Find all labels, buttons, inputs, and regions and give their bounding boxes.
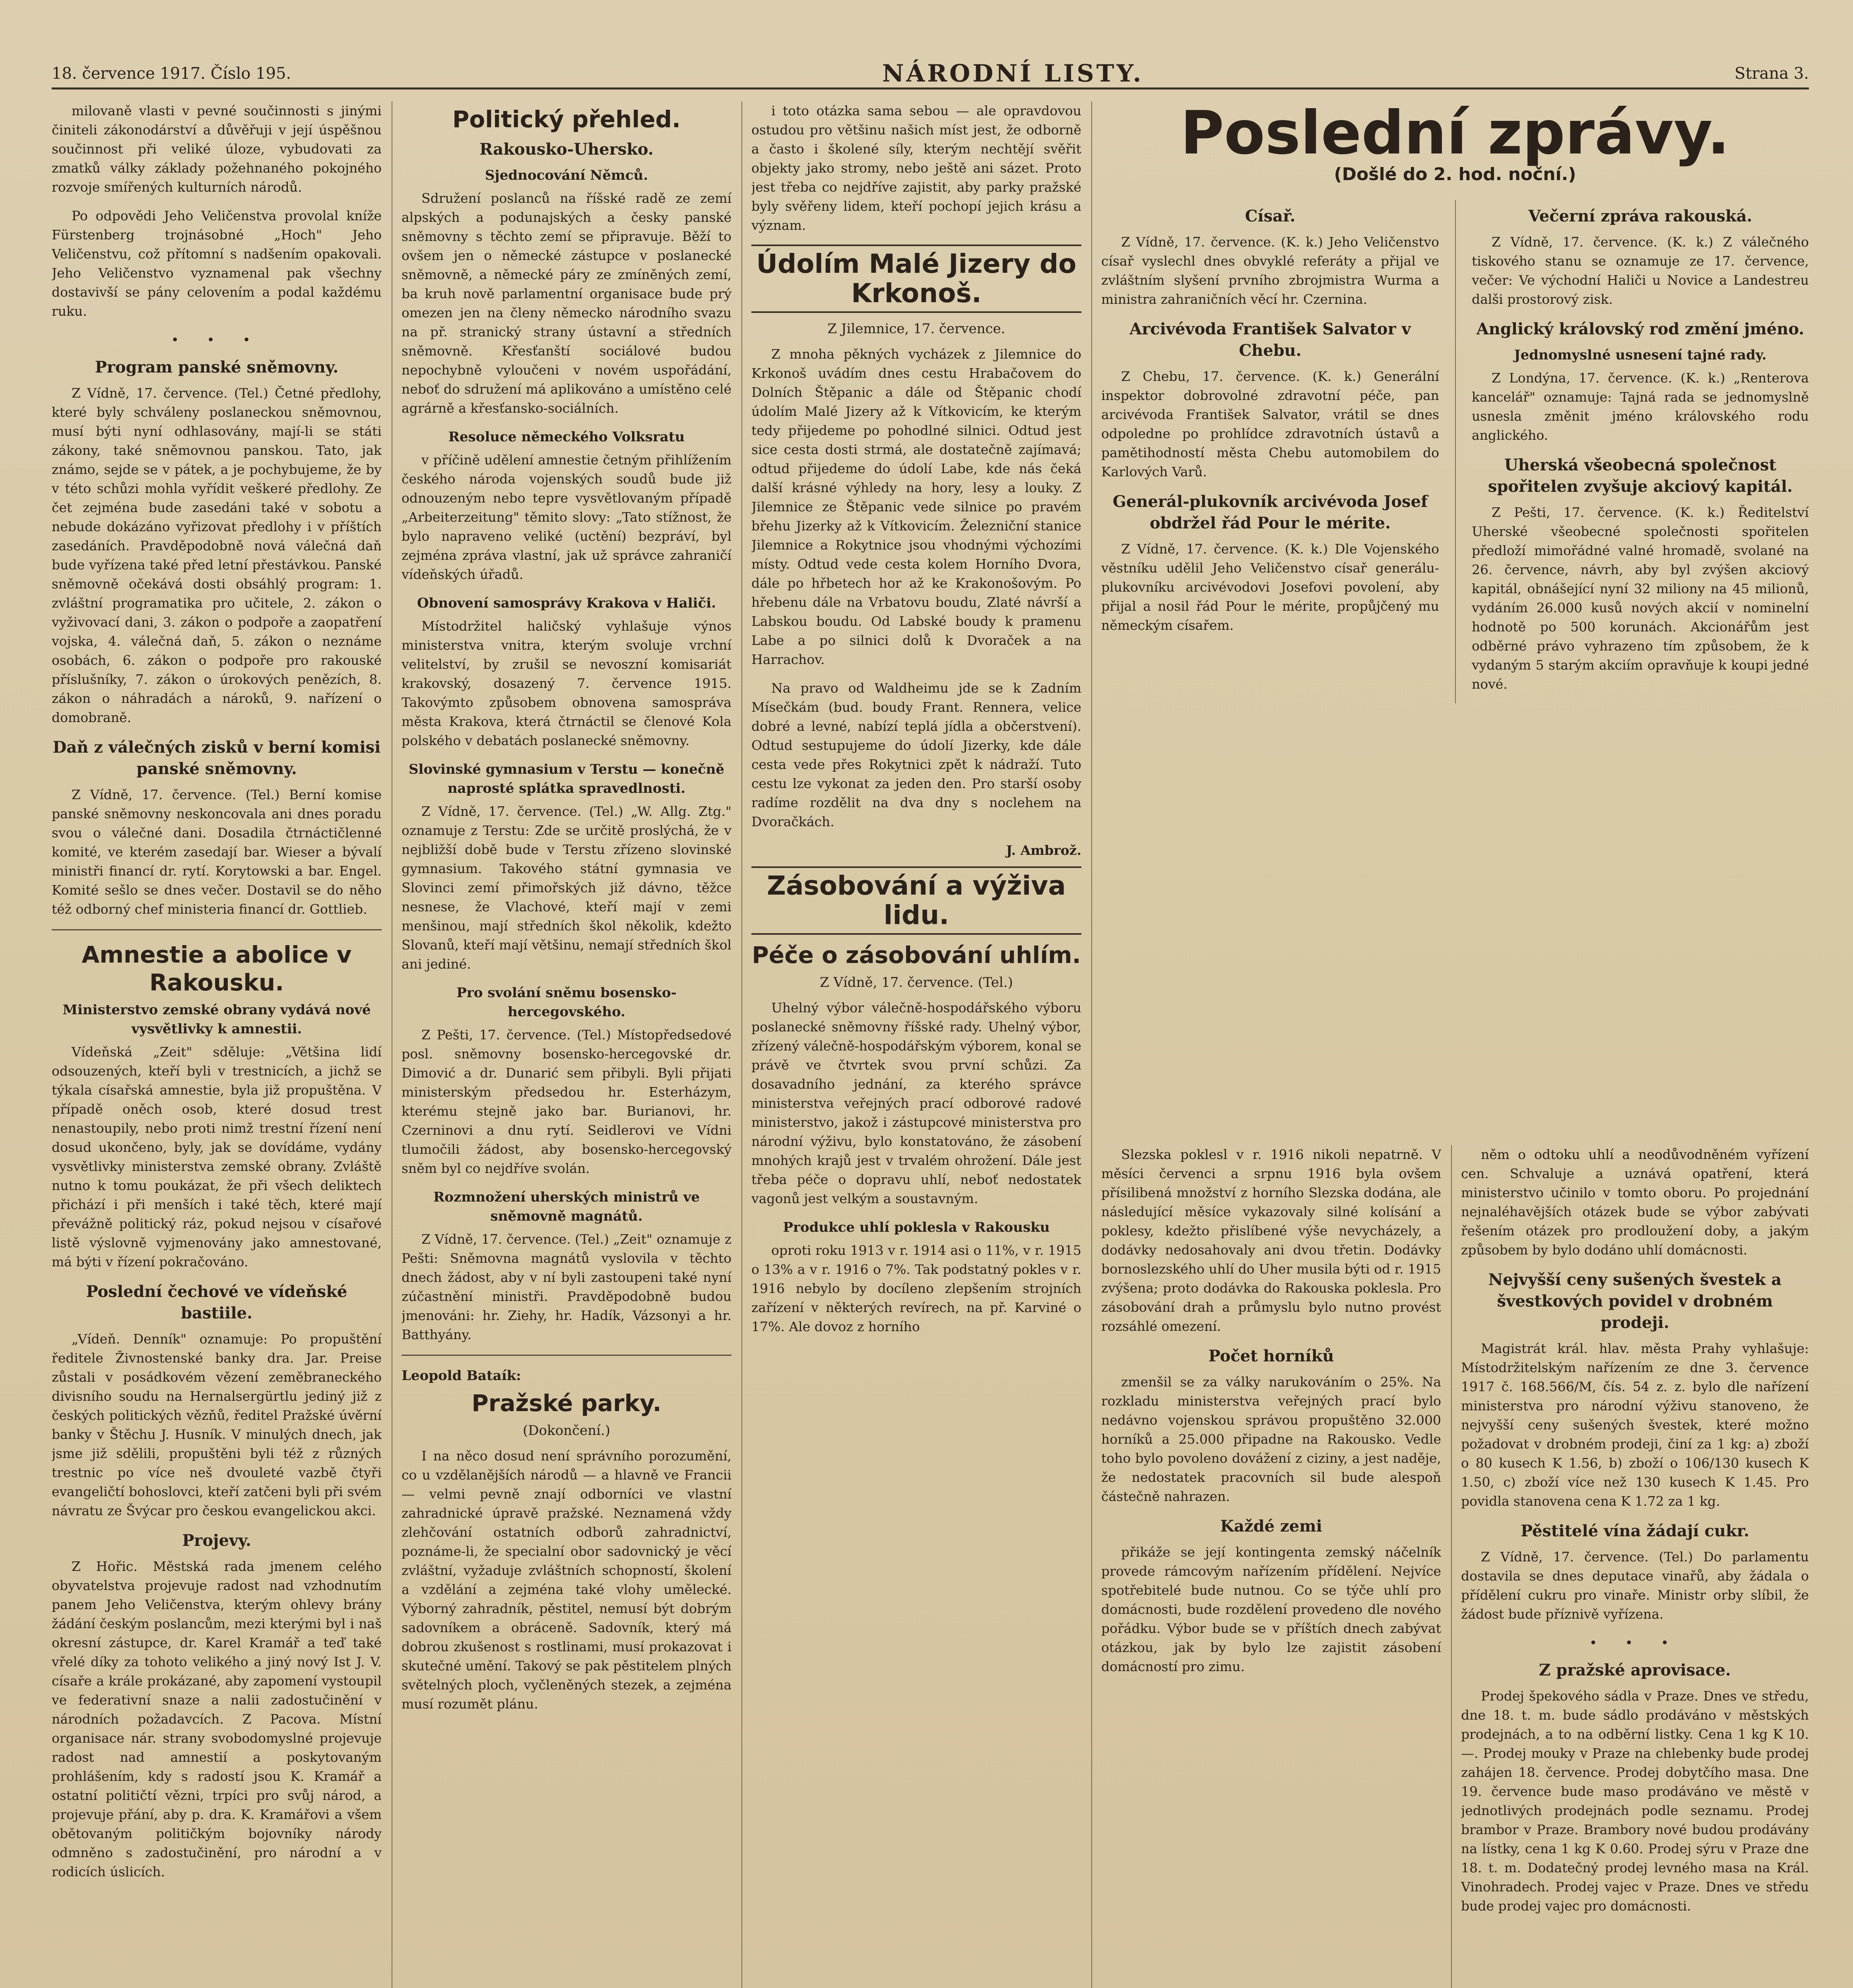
paragraph: Z mnoha pěkných vycházek z Jilemnice do Krkonoš uvádím dnes cestu Hrabačovem do Dolních Štěpanic a dále od Štěpanic chodí údolím Malé Jizery až k Vítkovicím, ke kterým tedy přijedeme po pohodlné silnici. Odtud jest sice cesta dosti strmá, ale dostatečně zajímavá; odtud přijedeme do údolí Labe, kde nás čeká další krásné výhledy na hory, lesy a louky. Z Jilemnice ze Štěpanic vede silnice po pravém břehu Jizerky až k Vítkovicím. Železniční stanice Jilemnice a Rokytnice jsou vhodnými výchozími místy. Odtud vede cesta kolem Horního Dvora, dále po hřbetech hor až ke Krakonošovým. Po hřebenu dále na Vrbatovu boudu, Zlaté návrší a Labskou boudu. Od Labské boudy k pramenu Labe a po silnici dolů k Dvoraček a na Harrachov. [751, 346, 1081, 667]
heading-rozmnozeni: Rozmnožení uherských ministrů ve sněmovně magnátů. [433, 1189, 700, 1224]
column-1 [52, 101, 382, 1988]
heading-peco: Péče o zásobování uhlím. [752, 942, 1081, 969]
paragraph: Z Pešti, 17. července. (Tel.) Místopředsedové posl. sněmovny bosensko-hercegovské dr. Dimović a dr. Dunarić sem přibyli. Byli přijati ministerským předsedou hr. Esterházym, kterému stejně jako bar. Burianovi, hr. Czerninovi a dnu rytí. Seidlerovi ve Vídni tlumočili žádost, aby bosensko-hercegovský sněm byl co nejdříve svolán. [402, 1027, 731, 1176]
heading-sjednocovani: Sjednocování Němců. [485, 167, 648, 183]
paragraph: Z Chebu, 17. července. (K. k.) Generální inspektor dobrovolné zdravotní péče, pan arcivévoda František Salvator, vrátil se dnes odpoledne po prohlídce zdravotních ústavů a pamětihodností města Chebu automobilem do Karlových Varů. [1101, 369, 1439, 480]
column-4-top [1101, 101, 1809, 1119]
heading-prazske: Z pražské aprovisace. [1539, 1661, 1731, 1679]
heading-svolani: Pro svolání sněmu bosensko-hercegovského. [456, 985, 677, 1020]
paragraph: Z Vídně, 17. července. (Tel.) Berní komise panské sněmovny neskoncovala ani dnes poradu svou o válečné dani. Dosadila čtrnáctičlenné komité, ve kterém zasedají bar. Wieser a bývalí ministři financí dr. rytí. Korytowski a bar. Engel. Komité sešlo se dnes večer. Dostavil se do něho též odborný chef ministeria financí dr. Gottlieb. [52, 787, 382, 917]
paragraph: Z Vídně, 17. července. (K. k.) Dle Vojenského věstníku udělil Jeho Veličenstvo císař generálu-plukovníku arcivévodovi Josefovi povolení, aby přijal a nosil řád Pour le mérite, propůjčený mu německým císařem. [1101, 541, 1439, 633]
paragraph: Prodej špekového sádla v Praze. Dnes ve středu, dne 18. t. m. bude sádlo prodáváno v městských prodejnách, a to na odběrní listky. Cena 1 kg K 10.—. Prodej mouky v Praze na chlebenky bude prodej zahájen 18. července. Prodej dobytčího masa. Dne 19. července bude maso prodáváno ve městě v jednotlivých prodejnách podle seznamu. Prodej brambor v Praze. Brambory nové budou prodávány na lístky, cena 1 kg K 0.60. Prodej sýru v Praze dne 18. t. m. Dodatečný prodej levného masa na Král. Vinohradech. Prodej vajec v Praze. Dnes ve středu bude prodej vajec pro domácnosti. [1461, 1688, 1809, 1914]
paragraph: Magistrát král. hlav. města Prahy vyhlašuje: Místodržitelským nařízením ze dne 3. července 1917 č. 168.566/M, čís. 54 z. z. bylo dle nařízení ministerstva pro národní výživu stanoveno, že nejvyšší ceny sušených švestek, které možno požadovat v drobném prodeji, činí za 1 kg: a) zboží o 80 kusech K 1.56, b) zboží o 106/130 kusech K 1.50, c) zboží více než 130 kusech K 1.45. Pro povidla stanovena cena K 1.72 za 1 kg. [1461, 1341, 1809, 1509]
paragraph: Z Vídně, 17. července. (Tel.) „Zeit" oznamuje z Pešti: Sněmovna magnátů vyslovila v těchto dnech žádost, aby v ní byli zastoupeni také nyní zúčastnění ministři. Pravděpodobně budou jmenováni: hr. Ziehy, hr. Hadík, Vázsonyi a hr. Batthyány. [402, 1231, 731, 1342]
heading-amnestie: Amnestie a abolice v Rakousku. [81, 941, 352, 996]
subheading-udolim: Z Jilemnice, 17. července. [827, 321, 1005, 337]
paragraph: Z Vídně, 17. července. (Tel.) „W. Allg. Ztg." oznamuje z Terstu: Zde se určitě proslýchá, že v nejbližší době bude v Terstu zřízeno slovinské gymnasium. Takového státní gymnasia ve Slovinci zemí přimořských již dávno, těžce nesnese, že Vlachové, kteří mají v zemi menšinou, mají středních škol několik, kdežto Slovanů, kteří mají většinu, nemají středních škol ani jediné. [402, 804, 731, 972]
paragraph: Po odpovědi Jeho Veličenstva provolal kníže Fürstenberg trojnásobné „Hoch" Jeho Veličenstvu, což přítomní s nadšením opakovali. Jeho Veličenstvo vyznamenal pak všechny dostavivší se pány celovením a podal každému ruku. [52, 208, 382, 319]
paragraph: Z Vídně, 17. července. (Tel.) Do parlamentu dostavila se dnes deputace vinařů, aby žádala o přídělení cukru pro vinaře. Ministr orby slíbil, že žádost bude příznivě vyřízena. [1461, 1549, 1809, 1622]
latest-news-right [1472, 200, 1809, 703]
heading-generalplukovnik: Generál-plukovník arcivévoda Josef obdržel řád Pour le mérite. [1112, 492, 1428, 532]
heading-slovinske: Slovinské gymnasium v Terstu — konečně naprosté splátka spravedlnosti. [409, 761, 724, 796]
issue-date: 18. července 1917. Číslo 195. [52, 64, 291, 83]
subheading-parky: (Dokončení.) [523, 1423, 610, 1439]
heading-pocet: Počet horníků [1208, 1347, 1334, 1365]
heading-rakousko: Rakousko-Uhersko. [479, 140, 654, 159]
paragraph: Z Vídně, 17. července. (K. k.) Z válečného tiskového stanu se oznamuje ze 17. července, večer: Ve východní Haliči u Novice a Landestreu dalši prostorový zisk. [1471, 234, 1809, 307]
paragraph: Vídeňská „Zeit" sděluje: „Většina lidí odsouzených, kteří byli v trestnicích, a jichž se týkala císařská amnestie, byla již propuštěna. V případě oněch osob, které dosud trest nenastoupily, nebo proti nimž trestní řízení není dosud ukončeno, byly, jak se dovídáme, vydány vysvětlivky ministerstva zemské obrany. Zvláště nutno k tomu poukázat, že při všech deliktech přichází i při menších i také těch, které mají převážně politický ráz, pokud nejsou v císařové listě výslovně vyjmenovány jako amnestované, má býti v řízení pokračováno. [52, 1044, 382, 1270]
subheading-peco: Z Vídně, 17. července. (Tel.) [820, 975, 1013, 990]
masthead: NÁRODNÍ LISTY. [882, 60, 1144, 87]
paragraph: přikáže se její kontingenta zemský náčelník provede rámcovým nařízením přídělení. Nejvíce spotřebitelé bude nutnou. Co se týče uhlí pro domácnosti, bude rozdělení provedeno dle nového pořádku. Výbor bude se v příštích dnech zabývat otázkou, jak by bylo lze zajistit zásobení domácností pro zimu. [1101, 1544, 1441, 1674]
heading-pestitele: Pěstitelé vína žádají cukr. [1520, 1522, 1750, 1540]
separator-dots: • • • [1589, 1635, 1681, 1650]
heading-parky: Pražské parky. [471, 1390, 662, 1417]
heading-projevy: Projevy. [182, 1531, 251, 1550]
paragraph: oproti roku 1913 v r. 1914 asi o 11%, v r. 1915 o 13% a v r. 1916 o 7%. Tak podstatný pokles v r. 1916 nebylo by docíleno zlepšením strojních zařízení v některých revírech, na př. Karviné o 17%. Ale dovoz z horního [751, 1242, 1081, 1334]
heading-resoluce: Resoluce německého Volksratu [448, 429, 685, 445]
heading-zasobovani: Zásobování a výživa lidu. [751, 866, 1081, 935]
paragraph: Z Vídně, 17. července. (K. k.) Jeho Veličenstvo císař vyslechl dnes obvyklé referáty a přijal ve zvláštním slyšení prvního zbrojmistra Wurma a ministra zahraničních věcí hr. Czernina. [1101, 234, 1439, 307]
divider [52, 929, 382, 930]
heading-cisar: Císař. [1245, 207, 1296, 225]
subheading-posledni-zpravy: (Došlé do 2. hod. noční.) [1334, 164, 1576, 184]
column-3 [751, 101, 1081, 1988]
paragraph: „Vídeň. Denník" oznamuje: Po propuštění ředitele Živnostenské banky dra. Jar. Preise zůstali v posádkovém vězení zeměbraneckého divisního soudu na Hernalsergürtlu jediný již z českých politických vězňů, ředitel Pražské úvěrní banky v Štěchu J. Husník. V minulých dnech, jak jsme již sdělili, propuštěni byli též z různých trestnic po více neš dvouleté vazbě čtyři evangeličtí bohoslovci, kteří zatčeni byli při svém návratu ze Švýcar pro českou evangelickou akci. [52, 1331, 382, 1518]
heading-obnoveni: Obnovení samosprávy Krakova v Haliči. [417, 595, 716, 611]
paragraph: v příčině udělení amnestie četným přihlížením českého národa vojenských soudů bude již odnouzeným nebo tepre vysvětlovaným případě „Arbeiterzeitung" těmito slovy: „Tato stížnost, že bylo napraveno veliké (uctění) bezpráví, byl zejména zpráva vlastní, jak už správce zahraničí vídeňských úřadů. [402, 452, 731, 582]
heading-udolim: Údolím Malé Jizery do Krkonoš. [751, 245, 1081, 313]
heading-kazde: Každé zemi [1220, 1517, 1322, 1536]
heading-posledni-zpravy: Poslední zprávy. [1180, 101, 1730, 168]
column-4-lower-left [1101, 1145, 1441, 1988]
paragraph: Z Vídně, 17. července. (Tel.) Četné předlohy, které byly schváleny poslaneckou sněmovnou, musí býti nyní odhlasovány, mají-li se státi zákony, také sněmovnou panskou. Tato, jak známo, sejde se v pátek, a je pochybujeme, že by v této schůzi mohla vyřídit veškeré předlohy. Ze čet zejména bude zasedáni také v sobotu a nebude dokázáno vyřizovat předlohy i v příštích zasedáních. Pravděpodobně nová válečná daň bude vyřízena také před letní přestávkou. Panské sněmovně očekává dosti obsáhlý program: 1. zvláštní programatika pro učitele, 2. zákon o vyživovací dani, 3. zákon o podpoře a zaopatření vojska, 4. válečná daň, 5. zákon o neznáme osobách, 6. zákon o podpoře pro rakouské příslušníky, 7. zákon o úrokových penězích, 8. zákon o náhradách a nároků, 9. nařízení o domobraně. [52, 385, 382, 725]
intro-text: milovaně vlasti v pevné součinnosti s jinými činiteli zákonodárství a důvěřuji v její úspěšnou součinnost při veliké úloze, vybudovati za zmatků války základy požehnaného pokojného rozvoje smířených kulturních národů. [52, 103, 382, 195]
paragraph: Na pravo od Waldheimu jde se k Zadním Mísečkám (bud. boudy Frant. Rennera, velice dobré a levné, nabízí teplá jídla a občerstvení). Odtud sestupujeme do údolí Jizerky, kde dále cesta vede přes Rokytnici zpět k nádraží. Tuto cestu lze vykonat za jeden den. Pro starší osoby radíme rozdělit na dva dny s noclehem na Dvoračkách. [751, 680, 1081, 829]
paragraph: Z Londýna, 17. července. (K. k.) „Renterova kancelář" oznamuje: Tajná rada se jednomyslně usnesla změnit jméno královského rodu anglického. [1471, 370, 1809, 443]
heading-vecerni: Večerní zpráva rakouská. [1528, 207, 1752, 225]
signature: J. Ambrož. [1006, 843, 1081, 858]
column-rule [1451, 1145, 1452, 1988]
column-rule [741, 101, 742, 1988]
heading-anglicky: Anglický královský rod změní jméno. [1476, 320, 1804, 338]
page-number: Strana 3. [1735, 64, 1809, 83]
heading-uherska: Uherská všeobecná společnost spořitelen zvyšuje akciový kapitál. [1488, 456, 1793, 496]
page-header [52, 60, 1809, 89]
paragraph: Slezska poklesl v r. 1916 nikoli nepatrně. V měsíci červenci a srpnu 1916 byla ovšem přísilibená množství z horního Slezska dodána, ale následující měsíce vykazovaly silné kolísání a poklesy, kdežto přislíbené výše nevycházely, a dodávky nedosahovaly ani dvou třetin. Dodávky bornoslezského uhlí do Uher musila býti od r. 1915 zvýšena; proto dodávka do Rakouska poklesla. Pro zásobování drah a průmyslu bylo nutno provést rozsáhlé omezení. [1101, 1147, 1441, 1334]
paragraph: i toto otázka sama sebou — ale opravdovou ostudou pro většinu našich míst jest, že odborně a často i školené síly, kterým nechtějí svěřit objekty jako stromy, nebo ještě ani sázet. Proto jest třeba co nejdříve zajistit, aby parky pražské byly svěřeny lidem, kteří pochopí jejich krásu a význam. [751, 103, 1081, 233]
heading-cechove: Poslední čechové ve vídeňské bastiile. [86, 1282, 347, 1322]
heading-produkce: Produkce uhlí poklesla v Rakousku [783, 1219, 1050, 1235]
divider [402, 1355, 731, 1356]
heading-arcivevoda: Arcivévoda František Salvator v Chebu. [1129, 320, 1411, 360]
column-rule [1091, 101, 1092, 1988]
paragraph: Z Hořic. Městská rada jmenem celého obyvatelstva projevuje radost nad vzhodnutím panem Jeho Veličenstva, kterým ohlevy brány žádání českým poslancům, mezi kterými byl i naš okresní zástupce, dr. Karel Kramář a teď také vřelé díky za tohoto velikého a jiný nový Ist J. V. císaře a krále prokázané, aby zapomení vystoupil ve federativní snaze a nalii zadostučinění v národních požadavcích. Z Pacova. Místní organisace nár. strany svobodomyslné projevuje radost nad amnestií a poskytovaným prohlášením, kdy s radostí jsou K. Kramář a ostatní političtí vězni, trpíci pro svůj národ, a projevuje přání, aby p. dra. K. Kramářovi a všem obětovaným političkým bojovníky národy odmněno s zadostučinění, pro národní a v rodicích úslicích. [52, 1559, 382, 1879]
latest-news-left [1101, 200, 1439, 703]
column-rule [1455, 200, 1456, 703]
heading-nejvyssi: Nejvyšší ceny sušených švestek a švestkových povidel v drobném prodeji. [1488, 1270, 1782, 1332]
byline: Leopold Bataík: [402, 1368, 521, 1384]
column-2 [402, 101, 731, 1988]
paragraph: zmenšil se za války narukováním o 25%. Na rozkladu ministerstva veřejných prací bylo nedávno vojenskou správou propuštěno 32.000 horníků a 25.000 připadne na Rakousko. Vedle toho bylo povoleno dovážení z ciziny, a jest naděje, že nedostatek pracovních sil bude alespoň částečně nahrazen. [1101, 1374, 1441, 1504]
paragraph: Uhelný výbor válečně-hospodářského výboru poslanecké sněmovny říšské rady. Uhelný výbor, zřízený válečně-hospodářským výborem, konal se právě ve čtvrtek svou první schůzi. Za dosavadního jednání, za kterého správce ministerstva veřejných prací odborové radové ministerstvo, jakož i zástupcové ministerstva pro národní výživu, bylo konstatováno, že zásobení mnohých krajů jest v trvalém ohrožení. Dále jest třeba péče o dopravu uhlí, neboť nedostatek vagonů jest velkým a soustavným. [751, 1000, 1081, 1206]
paragraph: něm o odtoku uhlí a neodůvodněném vyřízení cen. Schvaluje a uznává opatření, která ministerstvo učinilo v tomto oboru. Po projednání nejnaléhavějších otázek bude se výbor zabývati řešením otázek pro prodloužení doby, a jakým způsobem by bylo dodáno uhlí domácnosti. [1461, 1147, 1809, 1258]
column-4-lower-right [1461, 1145, 1809, 1988]
heading-program: Program panské sněmovny. [95, 358, 339, 377]
heading-politicky: Politický přehled. [452, 106, 681, 133]
paragraph: Sdružení poslanců na říšské radě ze zemí alpských a podunajských a česky panské sněmovny s těchto zemí se připravuje. Běží to ovšem jen o německé zástupce v poslanecké sněmovně, a německé páry ze zmíněných zemí, ba kruh nově parlamentní organisace bude prý omezen jen na členy německo národního svazu na př. stranický strany ústavní a středních sněmovně. Křesťanští sociálové budou nepochybně vyloučeni v novém uspořádání, neboť do sdružení má aplikováno a umístěno celé agrárně a křesťansko-sociálních. [402, 190, 731, 416]
subheading-amnestie: Ministerstvo zemské obrany vydává nové vysvětlivky k amnestii. [62, 1002, 371, 1037]
paragraph: Místodržitel haličský vyhlašuje výnos ministerstva vnitra, kterým svoluje vrchní velitelství, by zrušil se nevoszní komisariát krakovský, dosazený 7. července 1915. Takovýmto způsobem obnovena samospráva města Krakova, která čtrnáctil se členové Kola polského v debatách poslanecké sněmovny. [402, 618, 731, 748]
separator-dots: • • • [171, 332, 262, 348]
paragraph: Z Pešti, 17. července. (K. k.) Ředitelství Uherské všeobecné společnosti spořitelen předloží mimořádné valné hromadě, svolané na 26. července, návrh, aby byl zvýšen akciový kapitál, obnášející nyní 32 miliony na 45 milionů, vydáním 26.000 kusů nových akcií v nominelní hodnotě po 500 korunách. Akcionářům jest odběrné právo vyhrazeno tím způsobem, že k vydaným 5 starým akciím opravňuje k koupi jedné nové. [1471, 505, 1809, 692]
heading-dan: Daň z válečných zisků v berní komisi panské sněmovny. [52, 738, 381, 778]
subheading-anglicky: Jednomyslné usnesení tajné rady. [1514, 347, 1767, 363]
paragraph: I na něco dosud není správního porozumění, co u vzdělanějších národů — a hlavně ve Francii — velmi pevně znají odborníci ve vlastní zahradnické úpravě pražské. Neznamená vždy zlehčování ostatních odborů zahradnictví, poznáme-li, že specialní obor sadovnický je věcí zvláštní, vyžaduje zvláštních schopností, školení a vzdělání a zejména také vlohy umělecké. Výborný zahradník, pěstitel, nemusí být dobrým sadovníkem a obráceně. Sadovník, který má dobrou zkušenost s rostlinami, musí prokazovat i skutečné umění. Takový se pak pěstitelem plných světelných ploch, vyčleněných stezek, a zejména musí rozumět plánu. [402, 1448, 731, 1712]
